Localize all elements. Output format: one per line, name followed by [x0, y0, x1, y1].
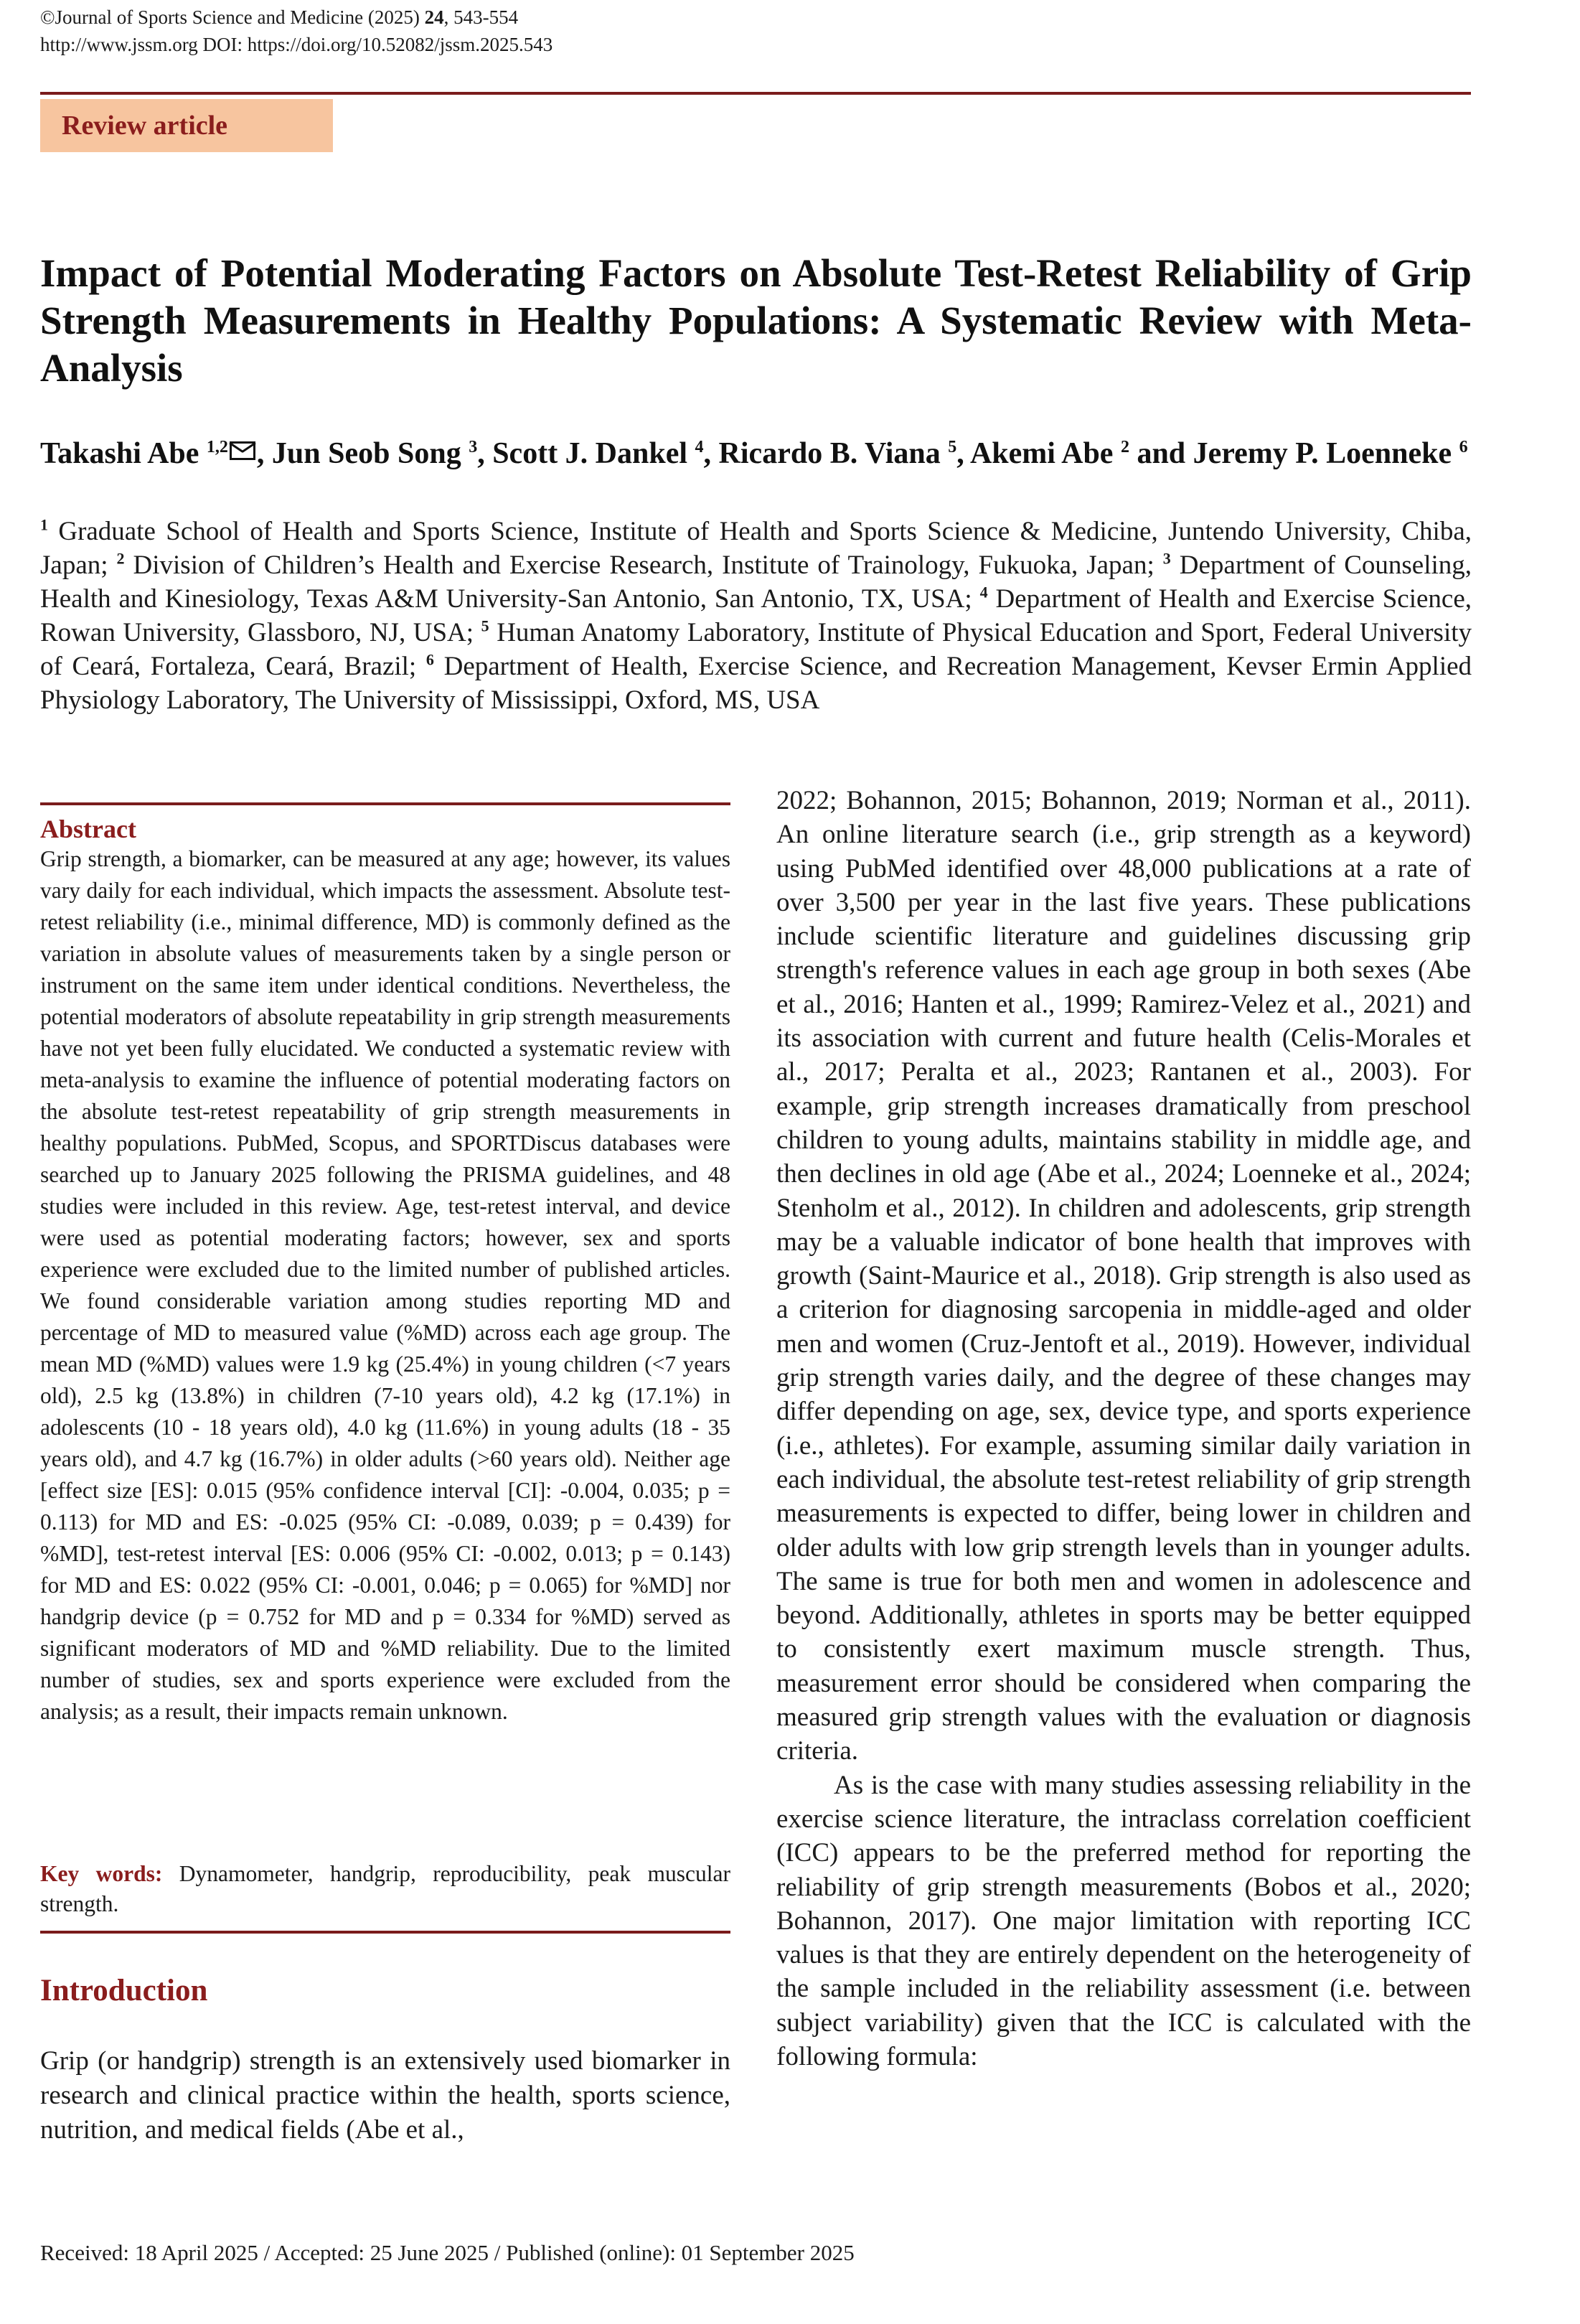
- email-icon[interactable]: [230, 441, 255, 460]
- author-name: Ricardo B. Viana: [718, 437, 941, 470]
- affiliations: [40, 515, 1472, 717]
- author-name: Jeremy P. Loenneke: [1193, 437, 1452, 470]
- keywords: [40, 1859, 730, 1919]
- introduction-paragraph: 2022; Bohannon, 2015; Bohannon, 2019; Norman et al., 2011). An online literature search (i.e., grip strength as a keyword) using PubMed identified over 48,000 publications at a rate of over 3,500 per year in the last five years. These publications include scientific literature and guidelines discussing grip strength's reference values in each age group in both sexes (Abe et al., 2016; Hanten et al., 1999; Ramirez-Velez et al., 2021) and its association with current and future health (Celis-Morales et al., 2017; Peralta et al., 2023; Rantanen et al., 2003). For example, grip strength increases dramatically from preschool children to young adults, maintains stability in middle age, and then declines in old age (Abe et al., 2024; Loenneke et al., 2024; Stenholm et al., 2012). In children and adolescents, grip strength may be a valuable indicator of bone health that improves with growth (Saint-Maurice et al., 2018). Grip strength is also used as a criterion for diagnosing sarcopenia in middle-aged and older men and women (Cruz-Jentoft et al., 2019). However, individual grip strength varies daily, and the degree of these changes may differ depending on age, sex, device type, and sports experience (i.e., athletes). For example, assuming similar daily variation in each individual, the absolute test-retest reliability of grip strength measurements is expected to differ, being lower in children and older adults with low grip strength levels than in younger adults. The same is true for both men and women in adolescence and beyond. Additionally, athletes in sports may be better equipped to consistently exert maximum muscle strength. Thus, measurement error should be considered when comparing the measured grip strength values with the evaluation or diagnosis criteria.: [776, 786, 1471, 1766]
- abstract-top-divider: [40, 802, 730, 805]
- affiliation-text: Department of Counseling, Health and Kinesiology, Texas A&M University-San Antonio, San Antonio, TX, USA;: [40, 550, 1472, 614]
- affiliation-text: Human Anatomy Laboratory, Institute of Physical Education and Sport, Federal University of Ceará, Fortaleza, Ceará, Brazil;: [40, 618, 1472, 681]
- introduction-heading: Introduction: [40, 1974, 208, 2007]
- author-affiliation-sup: 1,2: [206, 438, 228, 456]
- affiliation-number: 1: [40, 515, 48, 534]
- affiliation-number: 6: [425, 650, 434, 669]
- affiliation-number: 5: [481, 617, 489, 635]
- journal-url-doi[interactable]: http://www.jssm.org DOI: https://doi.org/10.52082/jssm.2025.543: [40, 34, 553, 55]
- abstract-text: Grip strength, a biomarker, can be measured at any age; however, its values vary daily for each individual, which impacts the assessment. Absolute test-retest reliability (i.e., minimal difference, MD) is commonly defined as the variation in absolute values of measurements taken by a single person or instrument on the same item under identical conditions. Nevertheless, the potential moderators of absolute repeatability in grip strength measurements have not yet been fully elucidated. We conducted a systematic review with meta-analysis to examine the influence of potential moderating factors on the absolute test-retest repeatability of grip strength measurements in healthy populations. PubMed, Scopus, and SPORTDiscus databases were searched up to January 2025 following the PRISMA guidelines, and 48 studies were included in this review. Age, test-retest interval, and device were used as potential moderating factors; however, sex and sports experience were excluded due to the limited number of published articles. We found considerable variation among studies reporting MD and percentage of MD to measured value (%MD) across each age group. The mean MD (%MD) values were 1.9 kg (25.4%) in young children (<7 years old), 2.5 kg (13.8%) in children (7-10 years old), 4.2 kg (17.1%) in adolescents (10 - 18 years old), 4.0 kg (11.6%) in young adults (18 - 35 years old), and 4.7 kg (16.7%) in older adults (>60 years old). Neither age [effect size [ES]: 0.015 (95% confidence interval [CI]: -0.004, 0.035; p = 0.113) for MD and ES: -0.025 (95% CI: -0.089, 0.039; p = 0.439) for %MD], test-retest interval [ES: 0.006 (95% CI: -0.002, 0.013; p = 0.143) for MD and ES: 0.022 (95% CI: -0.001, 0.046; p = 0.065) for %MD] nor handgrip device (p = 0.752 for MD and p = 0.334 for %MD) served as significant moderators of MD and %MD reliability. Due to the limited number of studies, sex and sports experience were excluded from the analysis; as a result, their impacts remain unknown.: [40, 846, 730, 1724]
- author-list: Takashi Abe $^{1,2}$ , Jun Seob Song $^3$, Scott J. Dankel $^4$, Ricardo B. Viana $^5$, Akemi Abe $^2$ and Jeremy P. Loenneke $^6$: [40, 437, 1468, 470]
- author-affiliation-sup: 4: [695, 438, 704, 456]
- article-title: Impact of Potential Moderating Factors on Absolute Test-Retest Reliability of Grip Strength Measurements in Healthy Populations: A Systematic Review with Meta-Analysis: [40, 251, 1472, 390]
- author-affiliation-sup: 5: [948, 438, 957, 456]
- journal-citation-prefix: ©Journal of Sports Science and Medicine (2025): [40, 6, 425, 28]
- affiliation-number: 2: [116, 549, 125, 568]
- introduction-paragraph: As is the case with many studies assessing reliability in the exercise science literature, the intraclass correlation coefficient (ICC) appears to be the preferred method for reporting the reliability of grip strength measurements (Bobos et al., 2020; Bohannon, 2017). One major limitation with reporting ICC values is that they are entirely dependent on the heterogeneity of the sample included in the reliability assessment (i.e. between subject variability) given that the ICC is calculated with the following formula:: [776, 1770, 1471, 2071]
- affiliation-text: Division of Children’s Health and Exercise Research, Institute of Trainology, Fukuoka, Japan;: [133, 550, 1155, 580]
- affiliation-text: Department of Health and Exercise Science, Rowan University, Glassboro, NJ, USA;: [40, 584, 1472, 647]
- abstract-bottom-divider: [40, 1931, 730, 1934]
- keywords-label: Key words:: [40, 1861, 163, 1886]
- author-affiliation-sup: 2: [1120, 438, 1129, 456]
- affiliation-number: 3: [1162, 549, 1171, 568]
- author-name: Scott J. Dankel: [492, 437, 688, 470]
- author-affiliation-sup: 6: [1459, 438, 1468, 456]
- affiliation-text: Graduate School of Health and Sports Science, Institute of Health and Sports Science & Medicine, Juntendo University, Chiba, Japan;: [40, 517, 1472, 580]
- author-name: Jun Seob Song: [271, 437, 461, 470]
- journal-citation: [40, 4, 518, 30]
- affiliation-number: 4: [979, 583, 988, 601]
- author-name: Akemi Abe: [969, 437, 1114, 470]
- abstract-heading: Abstract: [40, 815, 136, 843]
- introduction-text-left: Grip (or handgrip) strength is an extensively used biomarker in research and clinical practice within the health, sports science, nutrition, and medical fields (Abe et al.,: [40, 2046, 730, 2145]
- right-column: [776, 784, 1471, 2074]
- journal-pages: , 543-554: [443, 6, 519, 28]
- received-dates: Received: 18 April 2025 / Accepted: 25 June 2025 / Published (online): 01 September 2025: [40, 2240, 855, 2265]
- header-divider: [40, 92, 1471, 95]
- author-name: Takashi Abe: [40, 437, 199, 470]
- journal-volume: 24: [424, 6, 444, 28]
- article-type-label: Review article: [40, 99, 333, 152]
- author-affiliation-sup: 3: [469, 438, 478, 456]
- keywords-text: Dynamometer, handgrip, reproducibility, peak muscular strength.: [40, 1861, 731, 1916]
- affiliation-text: Department of Health, Exercise Science, and Recreation Management, Kevser Ermin Applied Physiology Laboratory, The University of Mississippi, Oxford, MS, USA: [40, 652, 1472, 715]
